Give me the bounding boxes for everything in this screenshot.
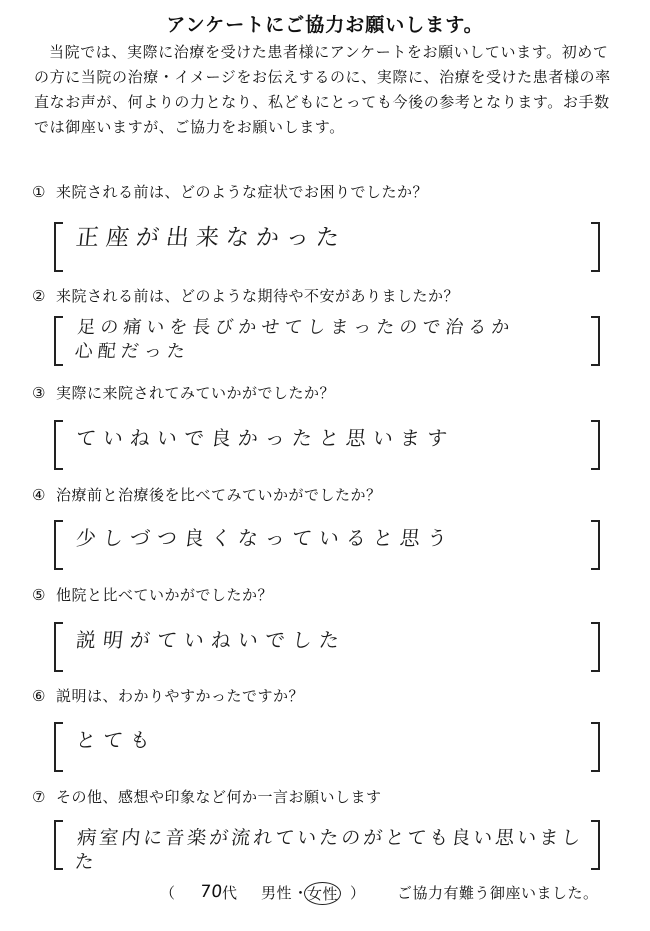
- handwritten-answer: 正座が出来なかった: [74, 225, 348, 251]
- question-number: ⑥: [32, 687, 46, 705]
- answer-box-3: [54, 420, 600, 470]
- question-6: [32, 685, 632, 706]
- right-bracket: [591, 820, 600, 870]
- right-bracket: [591, 420, 600, 470]
- question-number: ⑤: [32, 586, 46, 604]
- question-text: 他院と比べていかがでしたか？: [56, 586, 274, 604]
- close-paren: ）: [350, 884, 366, 902]
- question-text: 来院される前は、どのような症状でお困りでしたか？: [56, 183, 429, 201]
- question-text: 治療前と治療後を比べてみていかがでしたか？: [56, 486, 382, 504]
- right-bracket: [591, 520, 600, 570]
- handwritten-answer: 病室内に音楽が流れていたのがとても良い思いました: [73, 827, 585, 873]
- question-3: [32, 382, 632, 403]
- gender-separator: ・: [293, 884, 309, 902]
- answer-box-7: [54, 820, 600, 873]
- survey-title: アンケートにご協力お願いします。: [166, 14, 484, 36]
- question-2: [32, 285, 632, 306]
- answer-box-6: [54, 722, 600, 772]
- left-bracket: [54, 722, 63, 772]
- question-4: [32, 484, 632, 505]
- answer-box-5: [54, 622, 600, 672]
- intro-text: 当院では、実際に治療を受けた患者様にアンケートをお願いしています。初めての方に当院の治療・イメージをお伝えするのに、実際に、治療を受けた患者様の率直なお声が、何よりの力となり、私どもにとっても今後の参考となります。お手数では御座いますが、ご協力をお願いします。: [34, 43, 611, 136]
- handwritten-answer: 足の痛いを長びかせてしまったので治るか 心配だった: [73, 317, 516, 362]
- age-suffix: 代: [222, 884, 238, 902]
- question-text: 実際に来院されてみていかがでしたか？: [56, 384, 336, 402]
- question-1: [32, 181, 632, 202]
- answer-box-2: [54, 316, 600, 366]
- gender-female-selected: 女性: [304, 882, 341, 905]
- left-bracket: [54, 222, 63, 272]
- question-number: ③: [32, 384, 46, 402]
- left-bracket: [54, 820, 63, 870]
- question-7: [32, 786, 632, 807]
- question-number: ②: [32, 287, 46, 305]
- answer-box-4: [54, 520, 600, 570]
- left-bracket: [54, 520, 63, 570]
- question-text: その他、感想や印象など何か一言お願いします: [56, 788, 382, 806]
- handwritten-answer: 少しづつ良くなっていると思う: [74, 526, 456, 550]
- handwritten-answer: 説明がていねいでした: [74, 628, 348, 652]
- gender-male: 男性: [261, 884, 293, 902]
- question-number: ⑦: [32, 788, 46, 806]
- question-text: 説明は、わかりやすかったですか？: [56, 687, 305, 705]
- handwritten-answer: ていねいで良かったと思います: [74, 426, 456, 450]
- question-text: 来院される前は、どのような期待や不安がありましたか？: [56, 287, 460, 305]
- right-bracket: [591, 222, 600, 272]
- left-bracket: [54, 420, 63, 470]
- right-bracket: [591, 622, 600, 672]
- handwritten-answer: とても: [74, 728, 159, 752]
- right-bracket: [591, 722, 600, 772]
- thanks-text: ご協力有難う御座いました。: [397, 884, 599, 902]
- open-paren: （: [160, 884, 176, 902]
- question-number: ①: [32, 183, 46, 201]
- left-bracket: [54, 316, 63, 366]
- age-handwritten: 70: [198, 882, 224, 902]
- question-5: [32, 584, 632, 605]
- question-number: ④: [32, 486, 46, 504]
- right-bracket: [591, 316, 600, 366]
- left-bracket: [54, 622, 63, 672]
- answer-box-1: [54, 222, 600, 272]
